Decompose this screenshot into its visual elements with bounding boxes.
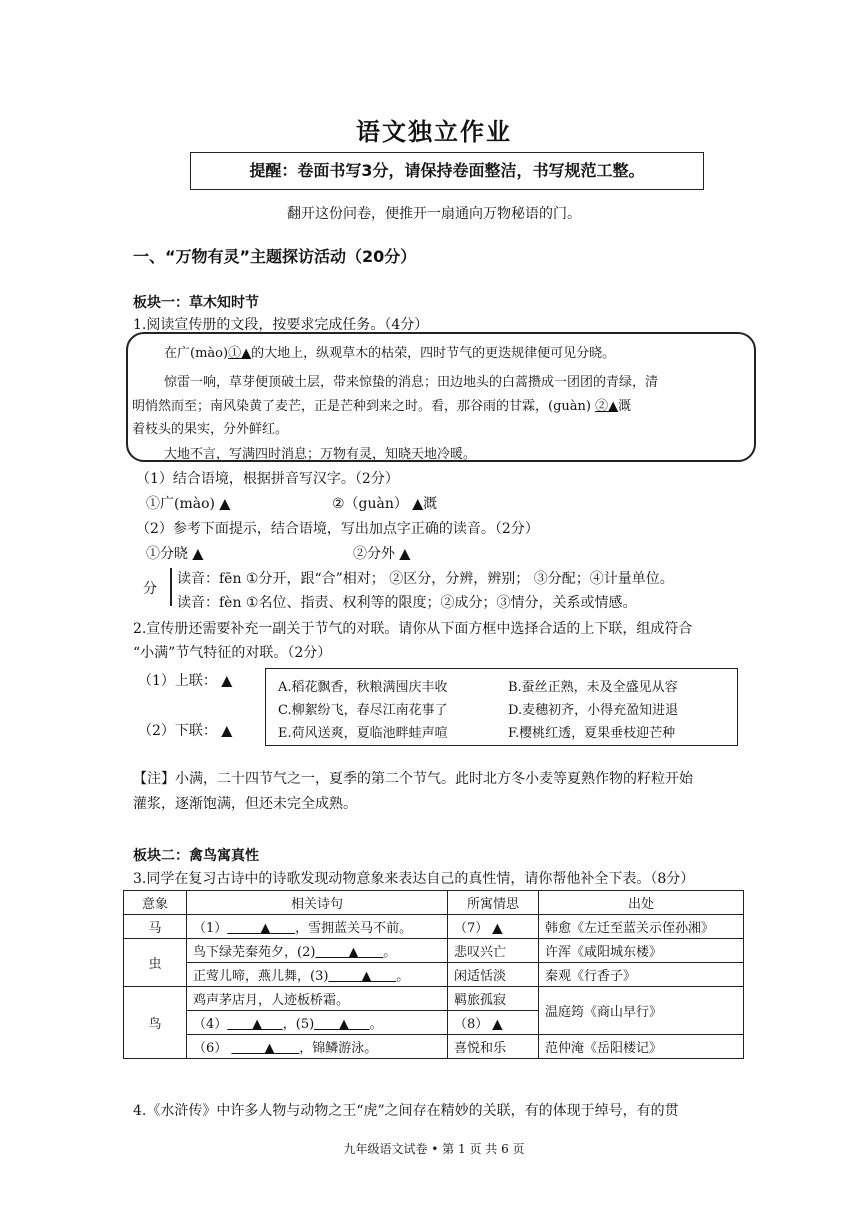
answer-blank[interactable]: ▲ <box>252 1017 263 1032</box>
feeling-cell: （7） ▲ <box>448 915 539 939</box>
source-cell: 许浑《咸阳城东楼》 <box>539 939 744 963</box>
intro-line: 翻开这份问卷，便推开一扇通向万物秘语的门。 <box>287 206 581 222</box>
table-row <box>124 963 744 987</box>
couplet-options-box <box>265 668 738 746</box>
q1-sub2: （2）参考下面提示，结合语境，写出加点字正确的读音。（2分） <box>136 521 539 537</box>
header-poem: 相关诗句 <box>187 891 448 915</box>
feeling-cell: （8） ▲ <box>448 1011 539 1035</box>
q2-note-1: 【注】小满，二十四节气之一，夏季的第二个节气。此时北方冬小麦等夏熟作物的籽粒开始 <box>133 771 693 787</box>
image-bird: 鸟 <box>124 987 187 1059</box>
feeling-cell: 闲适恬淡 <box>448 963 539 987</box>
answer-blank[interactable]: ▲ <box>264 1041 275 1056</box>
answer-blank[interactable]: ▲ <box>192 546 204 562</box>
passage-box <box>126 332 756 462</box>
table-row <box>124 939 744 963</box>
page-footer: 九年级语文试卷 • 第 1 页 共 6 页 <box>343 1142 525 1156</box>
source-cell: 温庭筠《商山早行》 <box>539 987 744 1035</box>
passage-line-3: 明悄然而至；南风染黄了麦芒，正是芒种到来之时。看，那谷雨的甘霖，(guàn) ②▲溉 <box>132 399 632 414</box>
answer-blank[interactable]: ▲ <box>348 945 359 960</box>
feeling-cell: 喜悦和乐 <box>448 1035 539 1059</box>
block2-heading: 板块二：禽鸟寓真性 <box>133 848 259 864</box>
answer-blank[interactable]: ▲ <box>219 496 231 512</box>
feeling-cell: 羁旅孤寂 <box>448 987 539 1011</box>
answer-blank[interactable]: ▲ <box>361 969 372 984</box>
lower-couplet-label: （2）下联： ▲ <box>138 723 233 739</box>
q2-stem-2: “小满”节气特征的对联。（2分） <box>133 645 332 661</box>
poem-table <box>123 890 744 1059</box>
poem-cell: 正莺儿啼，燕儿舞，(3) ▲ 。 <box>187 963 448 987</box>
passage-line-4: 着枝头的果实，分外鲜红。 <box>132 422 289 437</box>
answer-blank[interactable]: ▲ <box>221 723 233 739</box>
header-feeling: 所寓情思 <box>448 891 539 915</box>
table-row <box>124 915 744 939</box>
poem-cell: （4） ▲ ，(5) ▲ 。 <box>187 1011 448 1035</box>
answer-blank[interactable]: ▲ <box>338 1017 349 1032</box>
answer-blank[interactable]: ▲ <box>412 496 424 512</box>
q2-stem-1: 2.宣传册还需要补充一副关于节气的对联。请你从下面方框中选择合适的上下联，组成符合 <box>133 621 693 637</box>
source-cell: 范仲淹《岳阳楼记》 <box>539 1035 744 1059</box>
q4-stem: 4.《水浒传》中许多人物与动物之王“虎”之间存在精妙的关联，有的体现于绰号，有的贯 <box>133 1103 679 1119</box>
answer-blank[interactable]: ▲ <box>492 1017 503 1032</box>
q1-sub1-b: ②（guàn） ▲溉 <box>332 496 438 512</box>
reminder-box: 提醒：卷面书写3分，请保持卷面整洁，书写规范工整。 <box>190 152 704 190</box>
option-d: D.麦穗初齐，小得充盈知进退 <box>508 703 679 718</box>
image-insect: 虫 <box>124 939 187 987</box>
poem-cell: （1） ▲ ，雪拥蓝关马不前。 <box>187 915 448 939</box>
image-horse: 马 <box>124 915 187 939</box>
answer-blank[interactable]: ▲ <box>260 921 271 936</box>
source-cell: 秦观《行香子》 <box>539 963 744 987</box>
q1-sub2-b: ②分外 ▲ <box>353 546 411 562</box>
header-source: 出处 <box>539 891 744 915</box>
header-image: 意象 <box>124 891 187 915</box>
table-row <box>124 1035 744 1059</box>
passage-line-2: 惊雷一响，草芽便顶破土层，带来惊蛰的消息；田边地头的白蒿攒成一团团的青绿，清 <box>164 375 659 390</box>
page-title: 语文独立作业 <box>356 117 512 146</box>
q3-stem: 3.同学在复习古诗中的诗歌发现动物意象来表达自己的真性情，请你帮他补全下表。（8分） <box>133 871 695 887</box>
q1-sub2-a: ①分晓 ▲ <box>146 546 204 562</box>
feeling-cell: 悲叹兴亡 <box>448 939 539 963</box>
option-a: A.稻花飘香，秋粮满囤庆丰收 <box>278 680 448 695</box>
poem-cell: （6） ▲ ，锦鳞游泳。 <box>187 1035 448 1059</box>
blank-2: ②▲ <box>595 399 619 414</box>
reading-2: 读音：fèn ①名位、指责、权利等的限度；②成分；③情分，关系或情感。 <box>177 595 637 611</box>
source-cell: 韩愈《左迁至蓝关示侄孙湘》 <box>539 915 744 939</box>
q1-sub1: （1）结合语境，根据拼音写汉字。（2分） <box>136 471 399 487</box>
q1-sub1-a: ①广(mào) ▲ <box>146 496 231 512</box>
q1-stem: 1.阅读宣传册的文段，按要求完成任务。（4分） <box>133 317 429 333</box>
option-e: E.荷风送爽，夏临池畔蛙声喧 <box>278 726 448 741</box>
poem-cell: 鸟下绿芜秦苑夕，(2) ▲ 。 <box>187 939 448 963</box>
brace-line <box>170 568 172 606</box>
answer-blank[interactable]: ▲ <box>399 546 411 562</box>
option-b: B.蚕丝正熟，未及全盛见从容 <box>508 680 678 695</box>
poem-cell: 鸡声茅店月，人迹板桥霜。 <box>187 987 448 1011</box>
option-f: F.樱桃红透，夏果垂枝迎芒种 <box>508 726 676 741</box>
answer-blank[interactable]: ▲ <box>492 921 503 936</box>
fen-char: 分 <box>143 581 157 597</box>
blank-1: ①▲ <box>228 346 252 361</box>
answer-blank[interactable]: ▲ <box>221 673 233 689</box>
reading-1: 读音：fēn ①分开，跟“合”相对； ②区分，分辨，辨别； ③分配；④计量单位。 <box>177 571 674 587</box>
passage-line-1: 在广(mào)①▲的大地上，纵观草木的枯荣，四时节气的更迭规律便可见分晓。 <box>164 346 616 361</box>
block1-heading: 板块一：草木知时节 <box>133 295 259 311</box>
option-c: C.柳絮纷飞，春尽江南花事了 <box>278 703 448 718</box>
q2-note-2: 灌浆，逐渐饱满，但还未完全成熟。 <box>133 796 357 812</box>
passage-line-5: 大地不言，写满四时消息；万物有灵，知晓天地冷暖。 <box>164 447 477 462</box>
table-row <box>124 987 744 1011</box>
upper-couplet-label: （1）上联： ▲ <box>138 673 233 689</box>
section1-heading: 一、“万物有灵”主题探访活动（20分） <box>133 247 417 266</box>
